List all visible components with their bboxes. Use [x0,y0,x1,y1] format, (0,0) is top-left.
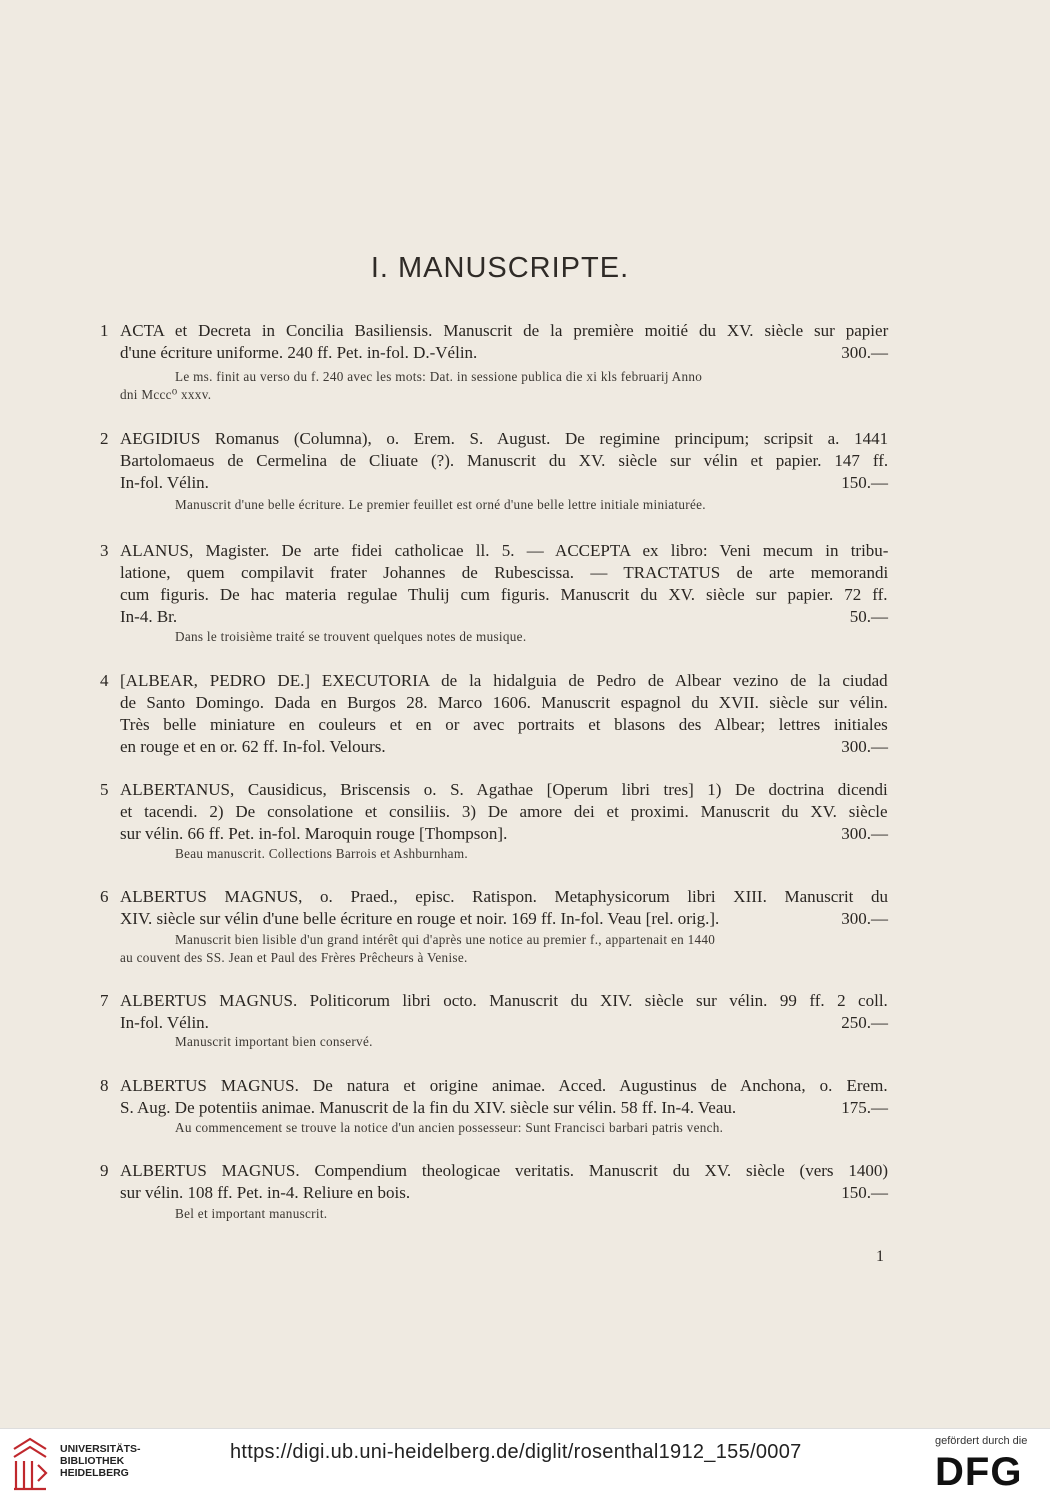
entry-price: 250.— [841,1013,888,1032]
entry-note: Bel et important manuscrit. [175,1206,328,1221]
entry-line: ALANUS, Magister. De arte fidei catholicae ll. 5. — ACCEPTA ex libro: Veni mecum in tribu- [120,541,889,560]
entry-price: 300.— [841,737,888,756]
entry-line: ALBERTUS MAGNUS. Compendium theologicae veritatis. Manuscrit du XV. siècle (vers 1400) [120,1161,889,1180]
entry-note: Dans le troisième traité se trouvent quelques notes de musique. [175,629,527,644]
entry-note-cont: dni Mccc⁰ xxxv. [120,387,212,402]
entry-text [120,320,888,364]
entry-note: Beau manuscrit. Collections Barrois et Ashburnham. [175,846,468,861]
entry-line: Très belle miniature en couleurs et en or avec portraits et blasons des Albear; lettres initiales [120,715,888,734]
entry-line: latione, quem compilavit frater Johannes de Rubescissa. — TRACTATUS de arte memorandi [120,563,889,582]
entry-last-line: sur vélin. 66 ff. Pet. in-fol. Maroquin rouge [Thompson]. 300.— [120,824,888,843]
entry-line: ACTA et Decreta in Concilia Basiliensis. Manuscrit de la première moitié du XV. siècle sur papier [120,321,889,340]
entry-number: 2 [100,429,109,448]
section-heading: I. MANUSCRIPTE. [370,252,630,284]
viewer-footer [0,1428,1050,1500]
entry-line: et tacendi. 2) De consolatione et consiliis. 3) De amore dei et proximi. Manuscrit du XV. siècle [120,802,888,821]
entry-last-line: In-fol. Vélin. 150.— [120,473,888,492]
entry-line: AEGIDIUS Romanus (Columna), o. Erem. S. August. De regimine principum; scripsit a. 1441 [120,429,889,448]
entry-text [120,1075,888,1119]
university-library-logo-icon[interactable] [10,1435,52,1493]
entry-line: cum figuris. De hac materia regulae Thulij cum figuris. Manuscrit du XV. siècle sur papier. 72 ff. [120,585,888,604]
entry-line: ALBERTUS MAGNUS, o. Praed., episc. Ratispon. Metaphysicorum libri XIII. Manuscrit du [120,887,889,906]
entry-text [120,990,888,1034]
entry-price: 300.— [841,909,888,928]
entry-line: Bartolomaeus de Cermelina de Cliuate (?). Manuscrit du XV. siècle sur vélin et papier. 147 ff. [120,451,889,470]
entry-last-line: S. Aug. De potentiis animae. Manuscrit de la fin du XIV. siècle sur vélin. 58 ff. In-4. Veau. 175.— [120,1098,888,1117]
entry-number: 4 [100,671,109,690]
entry-price: 150.— [841,473,888,492]
sponsor-label: gefördert durch die [935,1435,1028,1447]
entry-price: 300.— [841,343,888,362]
entry-text [120,670,888,758]
entry-line: ALBERTUS MAGNUS. De natura et origine animae. Acced. Augustinus de Anchona, o. Erem. [120,1076,888,1095]
entry-price: 150.— [841,1183,888,1202]
entry-line: ALBERTUS MAGNUS. Politicorum libri octo. Manuscrit du XIV. siècle sur vélin. 99 ff. 2 coll. [120,991,888,1010]
entry-last-line: XIV. siècle sur vélin d'une belle écriture en rouge et noir. 169 ff. In-fol. Veau [rel. orig.]. 300.— [120,909,888,928]
entry-price: 175.— [841,1098,888,1117]
entry-last-line: sur vélin. 108 ff. Pet. in-4. Reliure en bois. 150.— [120,1183,888,1202]
entry-note: Manuscrit important bien conservé. [175,1034,373,1049]
entry-note: Manuscrit d'une belle écriture. Le premier feuillet est orné d'une belle lettre initiale miniaturée. [175,497,706,512]
entry-text [120,886,888,930]
entry-note: Le ms. finit au verso du f. 240 avec les mots: Dat. in sessione publica die xi kls februarij Anno [175,369,703,384]
entry-text [120,428,888,494]
entry-number: 7 [100,991,109,1010]
entry-number: 8 [100,1076,109,1095]
entry-number: 5 [100,780,109,799]
permalink-url[interactable]: https://digi.ub.uni-heidelberg.de/diglit/rosenthal1912_155/0007 [230,1441,802,1463]
entry-number: 6 [100,887,109,906]
entry-note: Manuscrit bien lisible d'un grand intérêt qui d'après une notice au premier f., appartenait en 1440 [175,932,716,947]
entry-price: 50.— [849,607,888,626]
entry-line: [ALBEAR, PEDRO DE.] EXECUTORIA de la hidalguia de Pedro de Albear vezino de la ciudad [120,671,888,690]
page-number: 1 [876,1248,884,1265]
entry-number: 3 [100,541,109,560]
entry-last-line: d'une écriture uniforme. 240 ff. Pet. in-fol. D.-Vélin. 300.— [120,343,888,362]
entry-last-line: In-fol. Vélin. 250.— [120,1013,888,1032]
entry-number: 9 [100,1161,109,1180]
entry-line: de Santo Domingo. Dada en Burgos 28. Marco 1606. Manuscrit espagnol du XVII. siècle sur vélin. [120,693,888,712]
entry-number: 1 [100,321,109,340]
entry-last-line: In-4. Br. 50.— [120,607,888,626]
entry-text [120,540,888,628]
entry-line: ALBERTANUS, Causidicus, Briscensis o. S. Agathae [Operum libri tres] 1) De doctrina dicendi [120,780,888,799]
dfg-logo[interactable]: DFG [935,1450,1023,1494]
entry-note: Au commencement se trouve la notice d'un ancien possesseur: Sunt Francisci barbari patris vench. [175,1120,724,1135]
entry-note-cont: au couvent des SS. Jean et Paul des Frères Prêcheurs à Venise. [120,950,468,965]
entry-price: 300.— [841,824,888,843]
entry-last-line: en rouge et en or. 62 ff. In-fol. Velours. 300.— [120,737,888,756]
library-name: UNIVERSITÄTS- BIBLIOTHEK HEIDELBERG [60,1443,141,1479]
entry-text [120,779,888,845]
entry-text [120,1160,888,1204]
